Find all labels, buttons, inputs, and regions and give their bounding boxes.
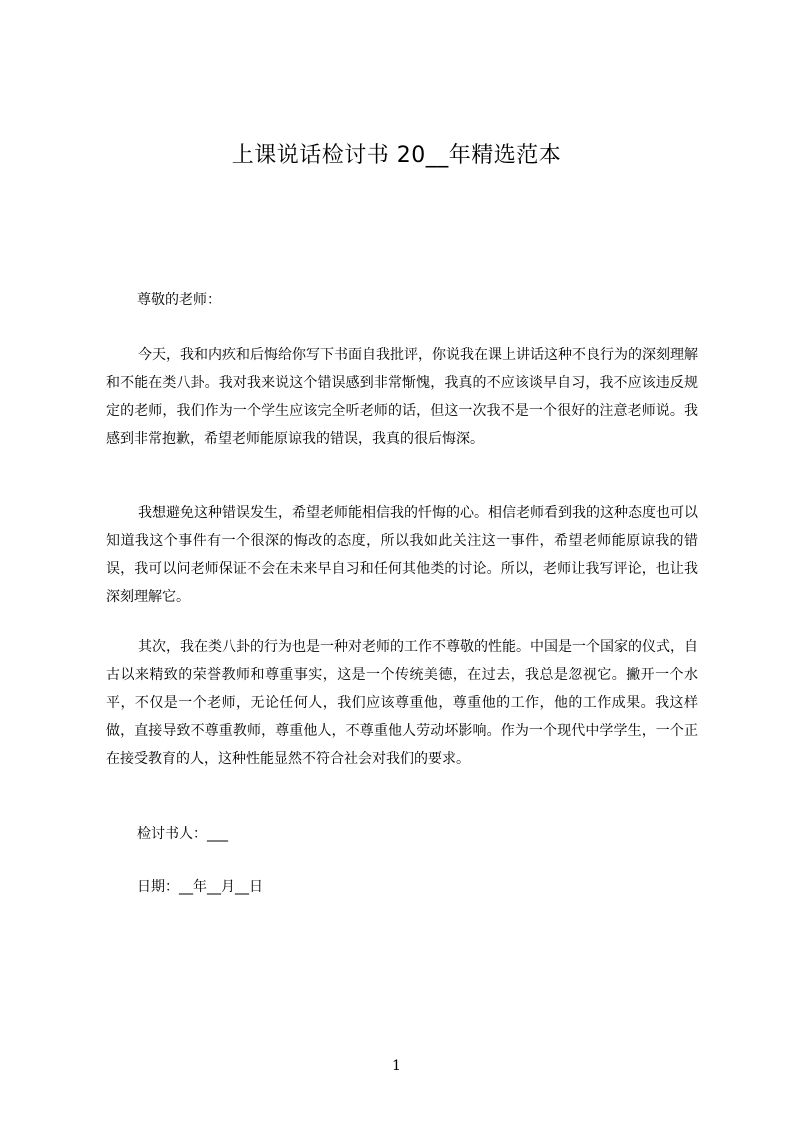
paragraph-1: 今天，我和内疚和后悔给你写下书面自我批评，你说我在课上讲话这种不良行为的深刻理解和不能在类八卦。我对我来说这个错误感到非常惭愧，我真的不应该谈早自习，我不应该违反规定的老师，我们作为一个学生应该完全听老师的话，但这一次我不是一个很好的注意老师说。我感到非常抱歉，希望老师能原谅我的错误，我真的很后悔深。 [106, 347, 698, 447]
date-line: 日期：__年__月__日 [137, 879, 263, 895]
page-number: 1 [392, 1058, 401, 1074]
salutation: 尊敬的老师： [137, 292, 221, 308]
signer-line: 检讨书人：___ [137, 826, 228, 842]
document-title: 上课说话检讨书 20__年精选范本 [231, 143, 562, 168]
paragraph-2: 我想避免这种错误发生，希望老师能相信我的忏悔的心。相信老师看到我的这种态度也可以知道我这个事件有一个很深的悔改的态度，所以我如此关注这一事件，希望老师能原谅我的错误，我可以问老师保证不会在未来早自习和任何其他类的讨论。所以，老师让我写评论，也让我深刻理解它。 [106, 505, 698, 605]
paragraph-3: 其次，我在类八卦的行为也是一种对老师的工作不尊敬的性能。中国是一个国家的仪式，自古以来精致的荣誉教师和尊重事实，这是一个传统美德，在过去，我总是忽视它。撇开一个水平，不仅是一个老师，无论任何人，我们应该尊重他，尊重他的工作，他的工作成果。我这样做，直接导致不尊重教师，尊重他人，不尊重他人劳动坏影响。作为一个现代中学学生，一个正在接受教育的人，这种性能显然不符合社会对我们的要求。 [106, 639, 698, 767]
